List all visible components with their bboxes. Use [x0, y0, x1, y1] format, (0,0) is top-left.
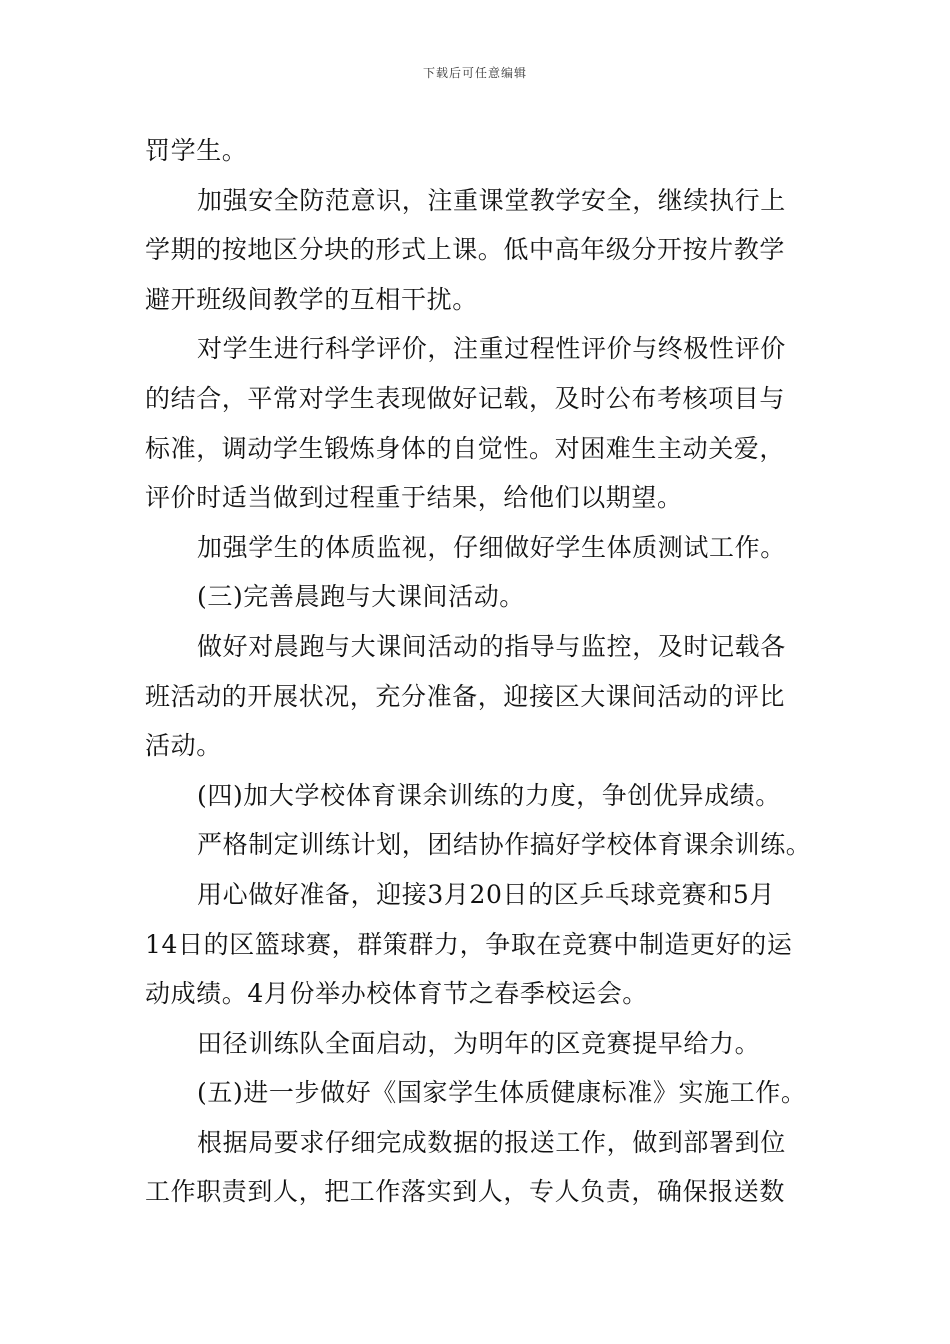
text-line: 评价时适当做到过程重于结果，给他们以期望。 [145, 483, 683, 513]
text-line: 对学生进行科学评价，注重过程性评价与终极性评价 [197, 334, 786, 364]
text-line: 工作职责到人，把工作落实到人，专人负责，确保报送数 [145, 1177, 786, 1207]
text-line: 加强学生的体质监视，仔细做好学生体质测试工作。 [197, 532, 786, 562]
section-heading: (四)加大学校体育课余训练的力度，争创优异成绩。 [197, 780, 781, 810]
text-line: 做好对晨跑与大课间活动的指导与监控，及时记载各 [197, 631, 786, 661]
text-line: 避开班级间教学的互相干扰。 [145, 284, 478, 314]
text-line: 用心做好准备，迎接3月20日的区乒乓球竞赛和5月 [197, 879, 776, 909]
document-body [145, 126, 815, 1217]
text-line: 学期的按地区分块的形式上课。低中高年级分开按片教学 [145, 235, 786, 265]
text-line: 严格制定训练计划，团结协作搞好学校体育课余训练。 [197, 830, 812, 860]
text-line: 动成绩。4月份举办校体育节之春季校运会。 [145, 979, 648, 1009]
text-line: 根据局要求仔细完成数据的报送工作，做到部署到位 [197, 1127, 786, 1157]
text-line: 田径训练队全面启动，为明年的区竞赛提早给力。 [197, 1028, 761, 1058]
text-line: 14日的区篮球赛，群策群力，争取在竞赛中制造更好的运 [145, 929, 793, 959]
text-line: 标准，调动学生锻炼身体的自觉性。对困难生主动关爱， [145, 433, 786, 463]
text-line: 的结合，平常对学生表现做好记载，及时公布考核项目与 [145, 383, 786, 413]
page-header: 下载后可任意编辑 [422, 66, 527, 80]
text-line: 班活动的开展状况，充分准备，迎接区大课间活动的评比 [145, 681, 786, 711]
text-line: 活动。 [145, 731, 222, 761]
text-line: 罚学生。 [145, 136, 248, 165]
text-line: 加强安全防范意识，注重课堂教学安全，继续执行上 [197, 185, 786, 215]
section-heading: (五)进一步做好《国家学生体质健康标准》实施工作。 [197, 1078, 807, 1108]
section-heading: (三)完善晨跑与大课间活动。 [197, 582, 525, 612]
